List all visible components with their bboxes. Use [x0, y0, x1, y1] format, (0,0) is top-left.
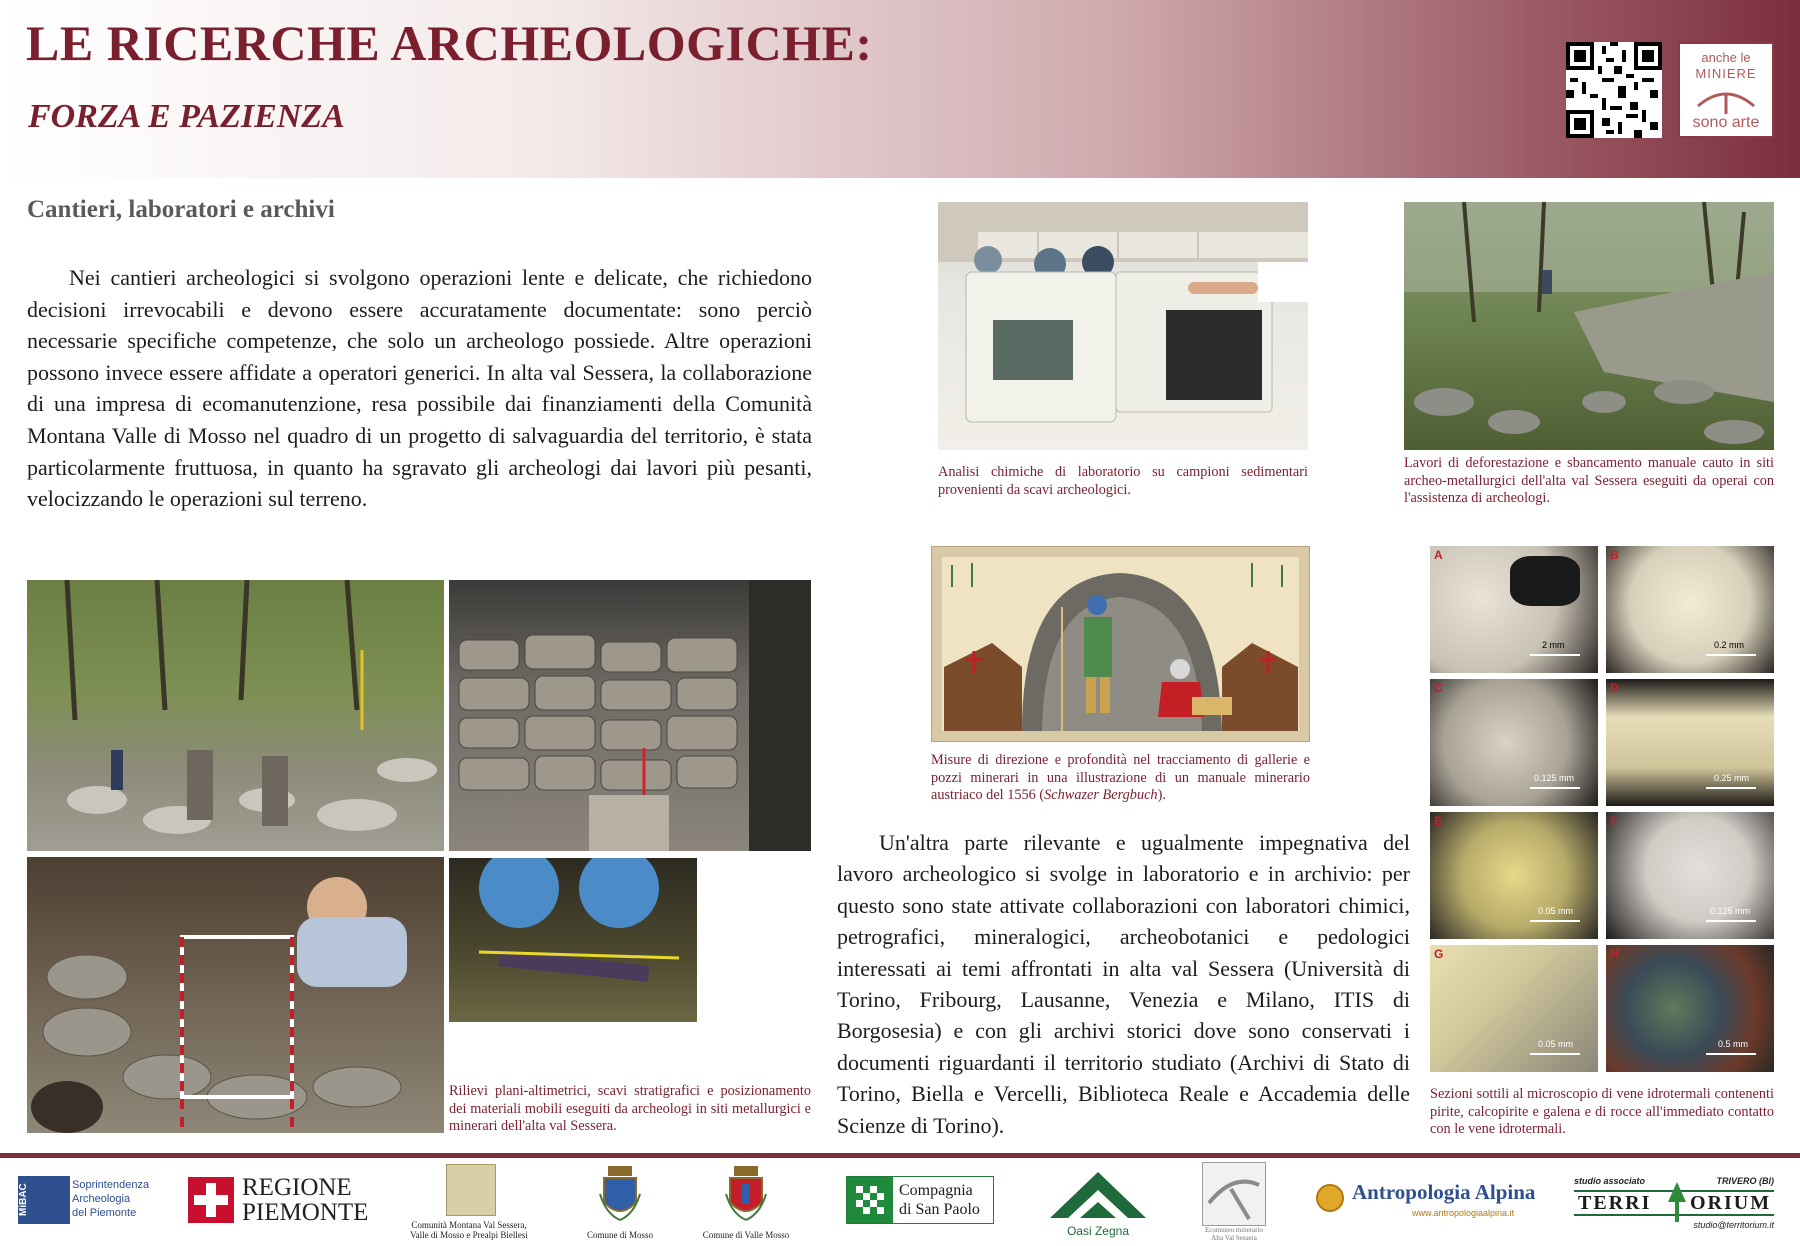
micrograph-letter: B [1610, 548, 1619, 562]
mosso-crest-icon [598, 1164, 642, 1224]
micrograph-g [1430, 945, 1598, 1072]
territorium-top-right: TRIVERO (BI) [1716, 1176, 1774, 1186]
research-paragraph-text: Un'altra parte rilevante e ugualmente impegnativa del lavoro archeologico si svolge in laboratorio e in archivio: per questo sono state attivate collaborazioni con laboratori chimici, petrografici, mineralogici, archeobotanici e pedologici interessati ai temi affrontati in alta val Sessera (Università di Torino, Fribourg, Lausanne, Venezia e Milano, ITIS di Borgosesia) e con gli archivi storici dove sono conservati i documenti riguardanti il territorio studiato (Archivi di Stato di Torino, Biella e Vercelli, Biblioteca Reale e Accademia delle Scienze di Torino). [837, 830, 1410, 1138]
manual-caption-text: Misure di direzione e profondità nel tracciamento di gallerie e pozzi minerari in una illustrazione di un manuale minerario austriaco del 1556 ( [931, 752, 1310, 803]
mibac-logo[interactable] [18, 1176, 158, 1224]
micrograph-d [1606, 679, 1774, 806]
micrograph-letter: E [1434, 814, 1443, 828]
micrograph-grid [1430, 546, 1774, 1072]
mibac-line2: Archeologia [72, 1193, 131, 1205]
micrograph-scale: 0.125 mm [1534, 773, 1575, 783]
micrograph-e [1430, 812, 1598, 939]
intro-paragraph [27, 262, 812, 515]
micrograph-letter: G [1434, 947, 1444, 961]
territorium-email: studio@territorium.it [1693, 1220, 1774, 1230]
manual-illustration-caption [931, 752, 1310, 805]
tree-icon [1666, 1182, 1688, 1222]
micrograph-scale: 0.05 mm [1538, 1039, 1574, 1049]
forest-work-caption: Lavori di deforestazione e sbancamento manuale cauto in siti archeo-metallurgici dell'alta val Sessera eseguiti da operai con l'assistenza di archeologi. [1404, 455, 1774, 506]
oasi-zegna-logo[interactable] [1046, 1166, 1150, 1240]
micrograph-caption: Sezioni sottili al microscopio di vene idrotermali contenenti pirite, calcopirite e galena e di rocce all'immediato contatto con le vene idrotermali. [1430, 1086, 1774, 1137]
comune-mosso-label: Comune di Mosso [586, 1230, 653, 1240]
micrograph-b [1606, 546, 1774, 673]
manual-caption-title: Schwazer Bergbuch [1044, 787, 1158, 803]
micrograph-scale: 0.125 mm [1710, 906, 1751, 916]
micrograph-f [1606, 812, 1774, 939]
micrograph-scale: 2 mm [1542, 640, 1565, 650]
micrograph-scale: 0.5 mm [1718, 1039, 1749, 1049]
micrograph-a [1430, 546, 1598, 673]
comunita-line2: Valle di Mosso e Prealpi Biellesi [410, 1230, 528, 1240]
san-paolo-line1: Compagnia [899, 1182, 973, 1199]
site-survey-caption: Rilievi plani-altimetrici, scavi stratigrafici e posizionamento dei materiali mobili eseguiti da archeologi in siti metallurgici e minerari dell'alta val Sessera. [449, 1083, 811, 1134]
antropologia-sun-icon [1316, 1184, 1344, 1212]
forest-work-photo [1404, 202, 1774, 450]
micrograph-scale: 0.25 mm [1714, 773, 1750, 783]
mountain-icon [1046, 1166, 1150, 1222]
territorium-name-a: TERRI [1578, 1192, 1652, 1214]
mibac-line3: del Piemonte [72, 1207, 137, 1219]
comunita-map-icon [446, 1164, 496, 1216]
manual-caption-end: ). [1157, 787, 1166, 803]
comunita-montana-logo[interactable] [404, 1160, 534, 1242]
intro-paragraph-text: Nei cantieri archeologici si svolgono operazioni lente e delicate, che richiedono decisioni irrevocabili e devono essere accuratamente documentate: sono perciò necessarie specifiche competenze, che solo un archeologo possiede. Altre operazioni possono invece essere affidate a operatori generici. In alta val Sessera, la collaborazione di una impresa di ecomanutenzione, resa possibile dai finanziamenti della Comunità Montana Valle di Mosso nel quadro di un progetto di salvaguardia del territorio, è stata particolarmente fruttuosa, in quanto ha sgravato gli archeologi dai lavori più pesanti, velocizzando le operazioni sul terreno. [27, 265, 812, 512]
micrograph-scale: 0.05 mm [1538, 906, 1574, 916]
compagnia-san-paolo-logo[interactable] [846, 1176, 994, 1224]
research-paragraph [837, 827, 1410, 1141]
comune-valle-mosso-label: Comune di Valle Mosso [702, 1230, 790, 1240]
page-subtitle: FORZA E PAZIENZA [28, 98, 345, 135]
territorium-logo[interactable] [1574, 1176, 1774, 1232]
lab-photo [938, 202, 1308, 450]
micrograph-c [1430, 679, 1598, 806]
page-title: LE RICERCHE ARCHEOLOGICHE: [26, 15, 873, 71]
regione-piemonte-logo[interactable] [188, 1173, 369, 1227]
mibac-line1: Soprintendenza [72, 1179, 150, 1191]
antropologia-name: Antropologia Alpina [1352, 1180, 1536, 1204]
antropologia-url: www.antropologiaalpina.it [1412, 1208, 1515, 1218]
comune-mosso-logo[interactable] [578, 1164, 662, 1242]
miniere-arte-logo [1678, 42, 1774, 138]
micrograph-scale: 0.2 mm [1714, 640, 1745, 650]
micrograph-letter: A [1434, 548, 1443, 562]
site-find-photo [449, 858, 697, 1022]
regione-shield-icon [188, 1177, 234, 1223]
oasi-zegna-label: Oasi Zegna [1066, 1224, 1130, 1238]
micrograph-letter: H [1610, 947, 1619, 961]
san-paolo-line2: di San Paolo [899, 1201, 980, 1218]
micrograph-letter: D [1610, 681, 1619, 695]
territorium-top-left: studio associato [1574, 1176, 1646, 1186]
qr-code[interactable] [1566, 42, 1662, 138]
valle-mosso-crest-icon [724, 1164, 768, 1224]
san-paolo-checker-icon [847, 1177, 893, 1223]
lab-photo-caption: Analisi chimiche di laboratorio su campioni sedimentari provenienti da scavi archeologici. [938, 464, 1308, 498]
ecomuseo-line2: Alta Val Sessera [1211, 1234, 1257, 1242]
territorium-name-b: ORIUM [1690, 1192, 1772, 1214]
ecomuseo-logo[interactable] [1200, 1160, 1268, 1242]
logo-text-line2: MINIERE [1695, 66, 1757, 81]
logo-text-line3: sono arte [1692, 114, 1760, 131]
manual-illustration [931, 546, 1310, 742]
pickaxe-icon [1694, 86, 1758, 114]
micrograph-h [1606, 945, 1774, 1072]
logo-text-line1: anche le [1701, 50, 1751, 65]
ecomuseo-pickaxe-icon [1202, 1162, 1266, 1226]
site-survey-photo-1 [27, 580, 444, 851]
section-heading: Cantieri, laboratori e archivi [27, 196, 335, 223]
comunita-line1: Comunità Montana Val Sessera, [411, 1220, 527, 1230]
antropologia-alpina-logo[interactable] [1316, 1180, 1536, 1224]
mibac-acronym: MiBAC [18, 1176, 70, 1224]
regione-line1: REGIONE [242, 1174, 352, 1201]
micrograph-letter: F [1610, 814, 1618, 828]
site-wall-photo [449, 580, 811, 851]
regione-line2: PIEMONTE [242, 1199, 369, 1226]
footer-divider [0, 1153, 1800, 1158]
site-excavation-photo [27, 857, 444, 1133]
micrograph-letter: C [1434, 681, 1443, 695]
ecomuseo-line1: Ecomuseo minerario [1204, 1226, 1264, 1234]
comune-valle-mosso-logo[interactable] [696, 1164, 796, 1242]
